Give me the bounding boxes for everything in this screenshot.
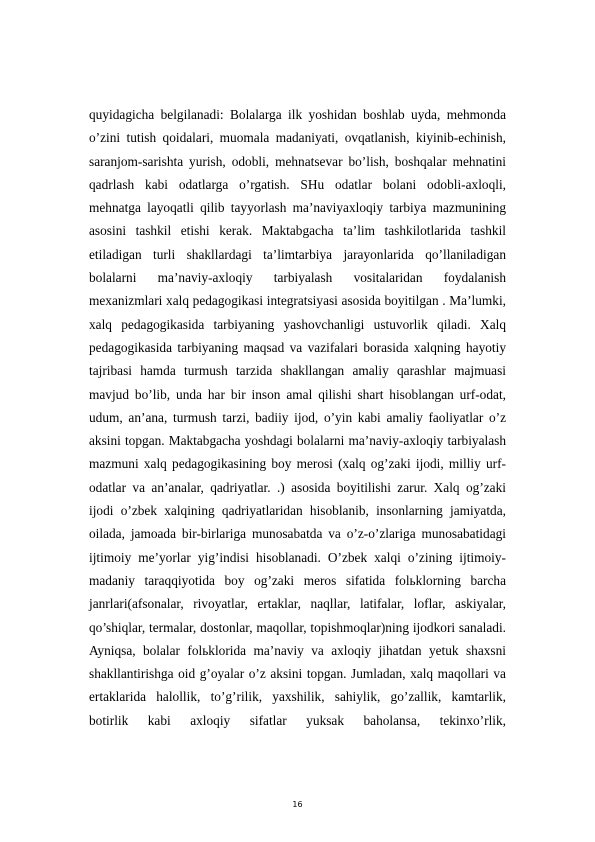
- page-number: 16: [292, 800, 303, 809]
- body-paragraph: quyidagicha belgilanadi: Bolalarga ilk yoshidan boshlab uyda, mehmonda o’zini tutish qoidalari, muomala madaniyati, ovqatlanish, kiyinib-echinish, saranjom-sarishta yurish, odobli, mehnatsevar bo’lish, boshqalar mehnatini qadrlash kabi odatlarga o’rgatish. SHu odatlar bolani odobli-axloqli, mehnatga layoqatli qilib tayyorlash ma’naviyaxloqiy tarbiya mazmunining asosini tashkil etishi kerak. Maktabgacha ta’lim tashkilotlarida tashkil etiladigan turli shakllardagi ta’limtarbiya jarayonlarida qo’llaniladigan bolalarni ma’naviy-axloqiy tarbiyalash vositalaridan foydalanish mexanizmlari xalq pedagogikasi integratsiyasi asosida boyitilgan . Ma’lumki, xalq pedagogikasida tarbiyaning yashovchanligi ustuvorlik qiladi. Xalq pedagogikasida tarbiyaning maqsad va vazifalari borasida xalqning hayotiy tajribasi hamda turmush tarzida shakllangan amaliy qarashlar majmuasi mavjud bo’lib, unda har bir inson amal qilishi shart hisoblangan urf-odat, udum, an’ana, turmush tarzi, badiiy ijod, o’yin kabi amaliy faoliyatlar o’z aksini topgan. Maktabgacha yoshdagi bolalarni ma’naviy-axloqiy tarbiyalash mazmuni xalq pedagogikasining boy merosi (xalq og’zaki ijodi, milliy urf-odatlar va an’analar, qadriyatlar. .) asosida boyitilishi zarur. Xalq og’zaki ijodi o’zbek xalqining qadriyatlaridan hisoblanib, insonlarning jamiyatda, oilada, jamoada bir-birlariga munosabatda va o’z-o’zlariga munosabatidagi ijtimoiy me’yorlar yig’indisi hisoblanadi. O’zbek xalqi o’zining ijtimoiy-madaniy taraqqiyotida boy og’zaki meros sifatida folьklorning barcha janrlari(afsonalar, rivoyatlar, ertaklar, naqllar, latifalar, loflar, askiyalar, qo’shiqlar, termalar, dostonlar, maqollar, topishmoqlar)ning ijodkori sanaladi. Ayniqsa, bolalar folьklorida ma’naviy va axloqiy jihatdan yetuk shaxsni shakllantirishga oid g’oyalar o’z aksini topgan. Jumladan, xalq maqollari va ertaklarida halollik, to’g’rilik, yaxshilik, sahiylik, go’zallik, kamtarlik, botirlik kabi axloqiy sifatlar yuksak baholansa, tekinxo’rlik,: [89, 107, 506, 728]
